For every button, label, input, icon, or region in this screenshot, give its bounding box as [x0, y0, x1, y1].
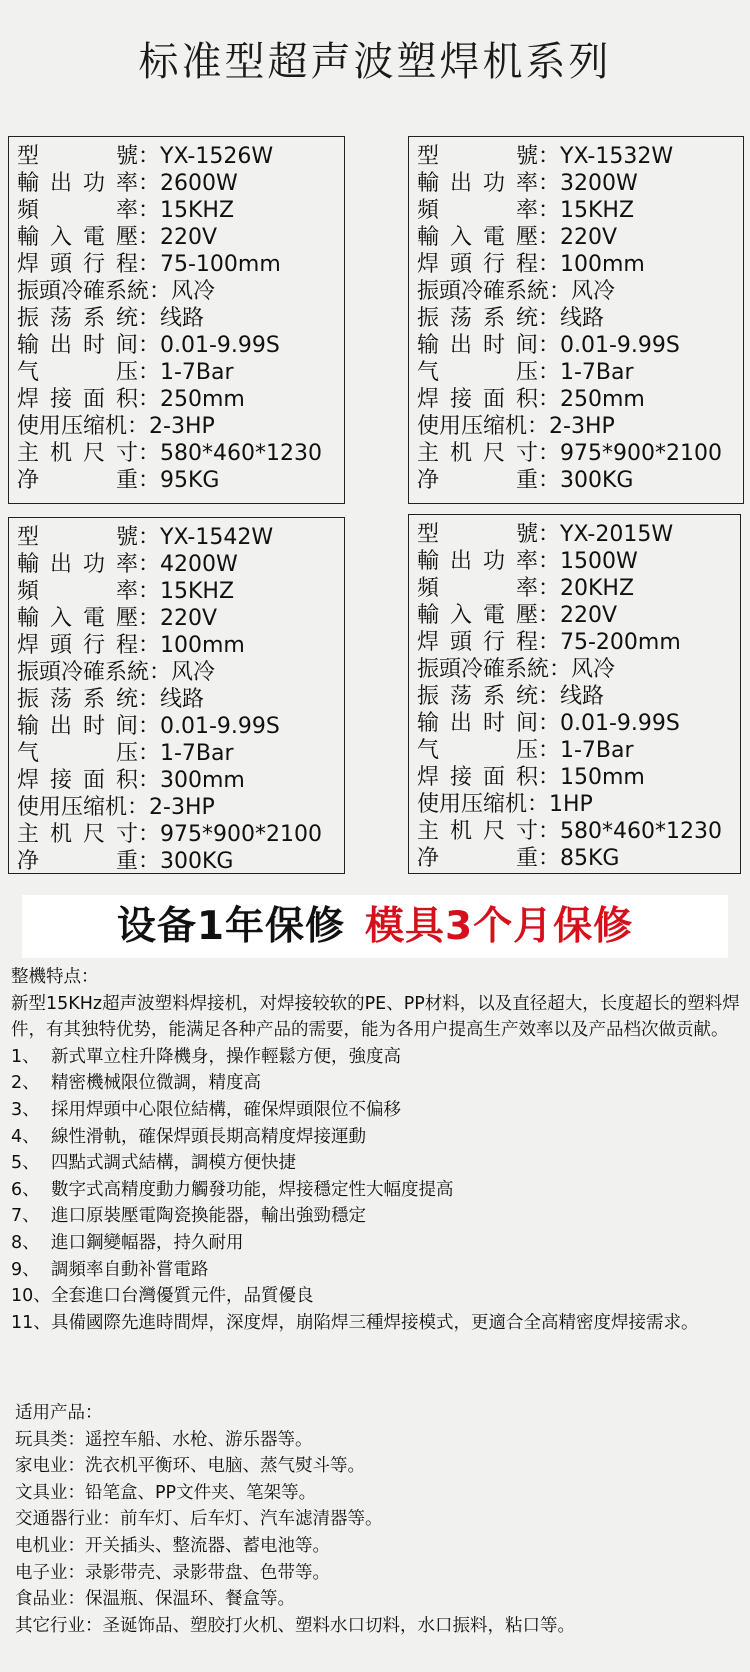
application-item: 文具业：铅笔盒、PP文件夹、笔架等。: [15, 1482, 317, 1503]
spec-separator: ：: [138, 468, 161, 493]
spec-separator: ：: [138, 441, 161, 466]
spec-value: 975*900*2100: [560, 441, 722, 466]
spec-row: [417, 440, 743, 467]
spec-label: 主机尺寸: [417, 441, 538, 466]
spec-row: [417, 710, 740, 737]
spec-separator: ：: [138, 171, 161, 196]
spec-value: 300mm: [160, 768, 245, 793]
features-section: [11, 964, 747, 1336]
spec-value: 15KHZ: [160, 579, 235, 604]
warranty-banner: [22, 895, 728, 958]
spec-label: 頻 率: [417, 198, 538, 223]
spec-label: 净 重: [417, 846, 538, 871]
spec-row: [417, 791, 740, 818]
spec-row: [417, 683, 740, 710]
spec-separator: ：: [138, 198, 161, 223]
spec-separator: ：: [138, 252, 161, 277]
spec-row: [417, 197, 743, 224]
spec-row: [17, 278, 344, 305]
spec-separator: ：: [538, 171, 561, 196]
spec-row: [17, 413, 344, 440]
spec-value: 0.01-9.99S: [160, 714, 280, 739]
feature-text: 進口原裝壓電陶瓷換能器，輸出強勁穩定: [51, 1206, 366, 1227]
spec-separator: ：: [538, 576, 561, 601]
application-item: 电机业：开关插头、整流器、蓄电池等。: [15, 1535, 330, 1556]
spec-row: [417, 521, 740, 548]
feature-number: 6、: [11, 1179, 40, 1200]
spec-separator: ：: [538, 630, 561, 655]
spec-label: 輸出功率: [17, 171, 138, 196]
spec-row: [417, 602, 740, 629]
spec-value: 1-7Bar: [160, 360, 234, 385]
spec-row: [17, 251, 344, 278]
spec-separator: ：: [538, 225, 561, 250]
spec-separator: ：: [138, 579, 161, 604]
spec-row: [417, 737, 740, 764]
spec-label: 頻 率: [417, 576, 538, 601]
spec-value: 300KG: [160, 849, 234, 874]
spec-label: 净 重: [17, 468, 138, 493]
feature-item: [11, 1150, 747, 1177]
spec-label: 净 重: [417, 468, 538, 493]
feature-item: [11, 1310, 747, 1337]
spec-label: 型 號: [17, 144, 138, 169]
application-item: 食品业：保温瓶、保温环、餐盒等。: [15, 1589, 295, 1610]
spec-label: 型 號: [417, 144, 538, 169]
spec-row: [417, 170, 743, 197]
spec-value: 300KG: [560, 468, 634, 493]
spec-row: [417, 818, 740, 845]
feature-text: 數字式高精度動力觸發功能，焊接穩定性大幅度提高: [51, 1179, 454, 1200]
spec-row: [417, 575, 740, 602]
spec-row: [17, 794, 344, 821]
spec-value: 1-7Bar: [560, 360, 634, 385]
page-title: 标准型超声波塑焊机系列: [138, 39, 612, 85]
applications-section: [15, 1400, 745, 1639]
spec-value: 975*900*2100: [160, 822, 322, 847]
spec-row: [17, 386, 344, 413]
spec-label: 振頭冷確系統: [417, 279, 550, 304]
spec-separator: ：: [138, 849, 161, 874]
spec-separator: ：: [538, 549, 561, 574]
spec-separator: ：: [527, 792, 550, 817]
spec-value: 线路: [160, 306, 205, 331]
spec-label: 焊頭行程: [17, 633, 138, 658]
spec-row: [417, 359, 743, 386]
spec-separator: ：: [138, 606, 161, 631]
spec-label: 振頭冷確系統: [17, 279, 150, 304]
spec-separator: ：: [138, 387, 161, 412]
feature-number: 1、: [11, 1046, 40, 1067]
spec-value: 2-3HP: [549, 414, 615, 439]
spec-separator: ：: [538, 738, 561, 763]
spec-row: [417, 386, 743, 413]
spec-value: YX-1532W: [560, 144, 674, 169]
spec-label: 振頭冷確系統: [417, 657, 550, 682]
application-item: 交通器行业：前车灯、后车灯、汽车滤清器等。: [15, 1509, 383, 1530]
spec-row: [417, 224, 743, 251]
spec-separator: ：: [549, 279, 572, 304]
application-item: 电子业：录影带壳、录影带盘、色带等。: [15, 1562, 330, 1583]
spec-label: 使用压缩机: [17, 795, 128, 820]
spec-value: 风冷: [171, 660, 216, 685]
feature-number: 4、: [11, 1126, 40, 1147]
spec-row: [17, 659, 344, 686]
spec-value: 线路: [160, 687, 205, 712]
spec-value: 220V: [160, 606, 218, 631]
spec-label: 輸入電壓: [17, 225, 138, 250]
feature-item: [11, 1230, 747, 1257]
spec-separator: ：: [138, 822, 161, 847]
spec-row: [17, 359, 344, 386]
spec-row: [417, 413, 743, 440]
spec-separator: ：: [538, 387, 561, 412]
spec-separator: ：: [538, 441, 561, 466]
feature-number: 7、: [11, 1206, 40, 1227]
spec-value: 0.01-9.99S: [160, 333, 280, 358]
spec-label: 输出时间: [417, 333, 538, 358]
spec-value: 250mm: [160, 387, 245, 412]
spec-value: 2-3HP: [149, 795, 215, 820]
spec-label: 气 压: [417, 360, 538, 385]
spec-value: YX-1542W: [160, 525, 274, 550]
spec-label: 頻 率: [17, 198, 138, 223]
spec-separator: ：: [138, 768, 161, 793]
spec-separator: ：: [127, 795, 150, 820]
spec-value: 220V: [560, 225, 618, 250]
spec-value: 100mm: [560, 252, 645, 277]
spec-label: 輸入電壓: [417, 225, 538, 250]
spec-row: [17, 143, 344, 170]
spec-value: 1HP: [549, 792, 593, 817]
spec-value: 1-7Bar: [560, 738, 634, 763]
spec-value: 250mm: [560, 387, 645, 412]
spec-separator: ：: [138, 687, 161, 712]
spec-label: 輸入電壓: [17, 606, 138, 631]
spec-value: 风冷: [171, 279, 216, 304]
spec-label: 頻 率: [17, 579, 138, 604]
spec-row: [417, 332, 743, 359]
spec-row: [417, 629, 740, 656]
spec-row: [417, 278, 743, 305]
spec-value: 15KHZ: [560, 198, 635, 223]
spec-label: 主机尺寸: [17, 441, 138, 466]
spec-separator: ：: [138, 333, 161, 358]
spec-label: 使用压缩机: [417, 414, 528, 439]
spec-label: 振荡系统: [17, 306, 138, 331]
spec-row: [17, 713, 344, 740]
spec-value: 线路: [560, 684, 605, 709]
feature-item: [11, 1203, 747, 1230]
spec-value: 85KG: [560, 846, 620, 871]
spec-separator: ：: [138, 144, 161, 169]
spec-row: [17, 332, 344, 359]
feature-number: 3、: [11, 1099, 40, 1120]
spec-row: [417, 143, 743, 170]
spec-row: [17, 686, 344, 713]
spec-separator: ：: [538, 765, 561, 790]
spec-value: 220V: [560, 603, 618, 628]
spec-row: [17, 767, 344, 794]
application-item: 其它行业：圣诞饰品、塑胶打火机、塑料水口切料，水口振料，粘口等。: [15, 1615, 575, 1636]
spec-separator: ：: [549, 657, 572, 682]
spec-row: [17, 605, 344, 632]
feature-text: 線性滑軌，確保焊頭長期高精度焊接運動: [51, 1126, 366, 1147]
spec-row: [17, 224, 344, 251]
spec-separator: ：: [138, 225, 161, 250]
equipment-warranty: 设备1年保修: [116, 904, 345, 949]
spec-card-yx-1526w: [8, 136, 345, 504]
applications-list: [15, 1427, 745, 1640]
spec-value: 风冷: [571, 657, 616, 682]
spec-label: 输出时间: [17, 714, 138, 739]
spec-card-yx-2015w: [408, 514, 741, 874]
feature-item: [11, 1177, 747, 1204]
spec-label: 焊接面积: [417, 387, 538, 412]
feature-item: [11, 1097, 747, 1124]
feature-text: 具備國際先進時間焊，深度焊，崩陷焊三種焊接模式，更適合全高精密度焊接需求。: [51, 1312, 699, 1333]
spec-value: 0.01-9.99S: [560, 711, 680, 736]
spec-row: [17, 170, 344, 197]
spec-label: 振荡系统: [417, 684, 538, 709]
spec-label: 气 压: [17, 741, 138, 766]
spec-label: 振頭冷確系統: [17, 660, 150, 685]
spec-row: [417, 467, 743, 494]
spec-value: 75-200mm: [560, 630, 681, 655]
spec-value: 580*460*1230: [160, 441, 322, 466]
spec-value: YX-1526W: [160, 144, 274, 169]
feature-number: 11、: [11, 1312, 51, 1333]
spec-separator: ：: [138, 741, 161, 766]
spec-label: 振荡系统: [417, 306, 538, 331]
spec-row: [17, 848, 344, 874]
spec-separator: ：: [538, 306, 561, 331]
spec-value: 220V: [160, 225, 218, 250]
spec-label: 輸出功率: [417, 171, 538, 196]
spec-row: [417, 548, 740, 575]
applications-heading: 适用产品：: [15, 1403, 103, 1423]
spec-separator: ：: [138, 552, 161, 577]
feature-number: 9、: [11, 1259, 40, 1280]
spec-row: [417, 764, 740, 791]
spec-separator: ：: [527, 414, 550, 439]
spec-separator: ：: [538, 522, 561, 547]
spec-value: YX-2015W: [560, 522, 674, 547]
spec-row: [417, 845, 740, 872]
spec-separator: ：: [538, 360, 561, 385]
spec-label: 主机尺寸: [17, 822, 138, 847]
spec-label: 輸出功率: [17, 552, 138, 577]
spec-separator: ：: [538, 603, 561, 628]
spec-row: [17, 197, 344, 224]
feature-text: 全套進口台灣優質元件，品質優良: [51, 1286, 314, 1307]
feature-text: 進口鋼變幅器，持久耐用: [51, 1232, 244, 1253]
spec-value: 95KG: [160, 468, 220, 493]
spec-separator: ：: [538, 198, 561, 223]
spec-label: 输出时间: [17, 333, 138, 358]
spec-row: [17, 440, 344, 467]
spec-value: 75-100mm: [160, 252, 281, 277]
spec-row: [17, 821, 344, 848]
spec-separator: ：: [538, 846, 561, 871]
spec-card-yx-1532w: [408, 136, 744, 504]
spec-label: 型 號: [17, 525, 138, 550]
spec-separator: ：: [538, 252, 561, 277]
spec-label: 焊頭行程: [417, 630, 538, 655]
feature-item: [11, 1124, 747, 1151]
spec-label: 气 压: [417, 738, 538, 763]
feature-item: [11, 1283, 747, 1310]
spec-value: 2600W: [160, 171, 238, 196]
spec-label: 焊頭行程: [417, 252, 538, 277]
feature-text: 精密機械限位微調，精度高: [51, 1073, 261, 1094]
spec-row: [17, 740, 344, 767]
spec-value: 15KHZ: [160, 198, 235, 223]
spec-value: 3200W: [560, 171, 638, 196]
spec-row: [17, 524, 344, 551]
spec-separator: ：: [138, 306, 161, 331]
spec-row: [17, 632, 344, 659]
spec-label: 使用压缩机: [417, 792, 528, 817]
spec-separator: ：: [138, 360, 161, 385]
spec-row: [417, 656, 740, 683]
spec-separator: ：: [538, 819, 561, 844]
spec-value: 100mm: [160, 633, 245, 658]
spec-separator: ：: [149, 660, 172, 685]
spec-label: 焊接面积: [17, 768, 138, 793]
application-item: 家电业：洗衣机平衡环、电脑、蒸气熨斗等。: [15, 1456, 365, 1477]
feature-text: 新式單立柱升降機身，操作輕鬆方便，強度高: [51, 1046, 401, 1067]
features-heading: 整機特点：: [11, 967, 99, 987]
mold-warranty: 模具3个月保修: [365, 904, 634, 949]
spec-value: 1-7Bar: [160, 741, 234, 766]
features-list: [11, 1044, 747, 1337]
spec-separator: ：: [538, 333, 561, 358]
spec-label: 焊接面积: [17, 387, 138, 412]
spec-separator: ：: [538, 144, 561, 169]
spec-separator: ：: [149, 279, 172, 304]
spec-row: [17, 467, 344, 494]
application-item: 玩具类：遥控车船、水枪、游乐器等。: [15, 1429, 313, 1450]
spec-label: 輸入電壓: [417, 603, 538, 628]
spec-row: [17, 578, 344, 605]
feature-text: 採用焊頭中心限位結構，確保焊頭限位不偏移: [51, 1099, 401, 1120]
spec-separator: ：: [138, 525, 161, 550]
spec-row: [17, 305, 344, 332]
spec-value: 2-3HP: [149, 414, 215, 439]
spec-separator: ：: [538, 684, 561, 709]
spec-label: 主机尺寸: [417, 819, 538, 844]
spec-separator: ：: [127, 414, 150, 439]
spec-label: 輸出功率: [417, 549, 538, 574]
feature-text: 四點式調式結構，調模方便快捷: [51, 1153, 296, 1174]
spec-separator: ：: [538, 711, 561, 736]
spec-value: 580*460*1230: [560, 819, 722, 844]
spec-value: 150mm: [560, 765, 645, 790]
spec-card-yx-1542w: [8, 517, 345, 874]
spec-label: 净 重: [17, 849, 138, 874]
features-intro: 新型15KHz超声波塑料焊接机，对焊接较软的PE、PP材料，以及直径超大，长度超长的塑料焊件，有其独特优势，能满足各种产品的需要，能为各用户提高生产效率以及产品档次做贡献。: [11, 993, 740, 1041]
spec-value: 4200W: [160, 552, 238, 577]
spec-value: 1500W: [560, 549, 638, 574]
feature-text: 調頻率自動补嘗電路: [51, 1259, 209, 1280]
feature-item: [11, 1257, 747, 1284]
spec-label: 焊接面积: [417, 765, 538, 790]
spec-label: 使用压缩机: [17, 414, 128, 439]
spec-separator: ：: [538, 468, 561, 493]
feature-item: [11, 1044, 747, 1071]
spec-label: 气 压: [17, 360, 138, 385]
spec-label: 焊頭行程: [17, 252, 138, 277]
spec-value: 风冷: [571, 279, 616, 304]
spec-separator: ：: [138, 633, 161, 658]
feature-number: 5、: [11, 1153, 40, 1174]
spec-row: [417, 251, 743, 278]
spec-separator: ：: [138, 714, 161, 739]
feature-number: 2、: [11, 1073, 40, 1094]
spec-label: 输出时间: [417, 711, 538, 736]
feature-item: [11, 1070, 747, 1097]
spec-label: 振荡系统: [17, 687, 138, 712]
spec-row: [17, 551, 344, 578]
spec-value: 20KHZ: [560, 576, 635, 601]
spec-label: 型 號: [417, 522, 538, 547]
spec-value: 0.01-9.99S: [560, 333, 680, 358]
feature-number: 8、: [11, 1232, 40, 1253]
spec-value: 线路: [560, 306, 605, 331]
feature-number: 10、: [11, 1286, 51, 1307]
spec-row: [417, 305, 743, 332]
